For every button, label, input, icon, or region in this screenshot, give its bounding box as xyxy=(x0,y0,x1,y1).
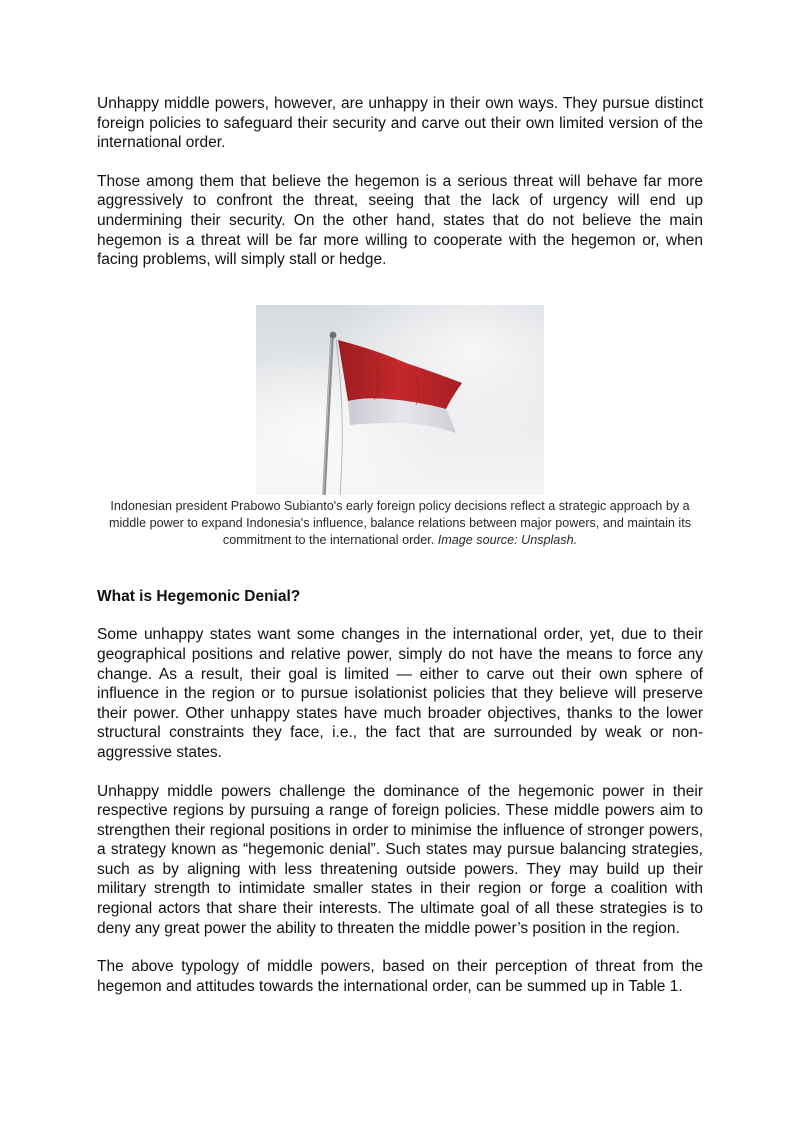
paragraph-hegemonic-denial: Unhappy middle powers challenge the dominance of the hegemonic power in their respective regions by pursuing a range of foreign policies. These middle powers aim to strengthen their regional positions in order to minimise the influence of stronger powers, a strategy known as “hegemonic denial”. Such states may pursue balancing strategies, such as by aligning with less threatening outside powers. They may build up their military strength to intimidate smaller states in their region or forge a coalition with regional actors that share their interests. The ultimate goal of all these strategies is to deny any great power the ability to threaten the middle power’s position in the region. xyxy=(97,782,703,937)
section-heading: What is Hegemonic Denial? xyxy=(97,587,301,605)
figure-caption xyxy=(93,498,707,549)
paragraph-threat-perception: Those among them that believe the hegemon is a serious threat will behave far more aggressively to confront the threat, seeing that the lack of urgency will end up undermining their security. On the other hand, states that do not believe the main hegemon is a threat will be far more willing to cooperate with the hegemon or, when facing problems, will simply stall or hedge. xyxy=(97,172,703,269)
figure xyxy=(97,305,703,549)
document-page xyxy=(97,94,703,996)
paragraph-typology-summary: The above typology of middle powers, based on their perception of threat from the hegemon and attitudes towards the international order, can be summed up in Table 1. xyxy=(97,958,703,995)
caption-image-source: Image source: Unsplash. xyxy=(437,532,578,547)
caption-text: Indonesian president Prabowo Subianto's early foreign policy decisions reflect a strategic approach by a middle power to expand Indonesia's influence, balance relations between major powers, and maintain its commitment to the international order. xyxy=(108,498,692,547)
indonesian-flag-photo xyxy=(256,305,544,495)
paragraph-unhappy-middle-powers: Unhappy middle powers, however, are unhappy in their own ways. They pursue distinct foreign policies to safeguard their security and carve out their own limited version of the international order. xyxy=(97,95,703,152)
paragraph-unhappy-states: Some unhappy states want some changes in the international order, yet, due to their geographical positions and relative power, simply do not have the means to force any change. As a result, their goal is limited — either to carve out their own sphere of influence in the region or to pursue isolationist policies that they believe will preserve their power. Other unhappy states have much broader objectives, thanks to the lower structural constraints they face, i.e., the fact that are surrounded by weak or non-aggressive states. xyxy=(97,626,703,761)
